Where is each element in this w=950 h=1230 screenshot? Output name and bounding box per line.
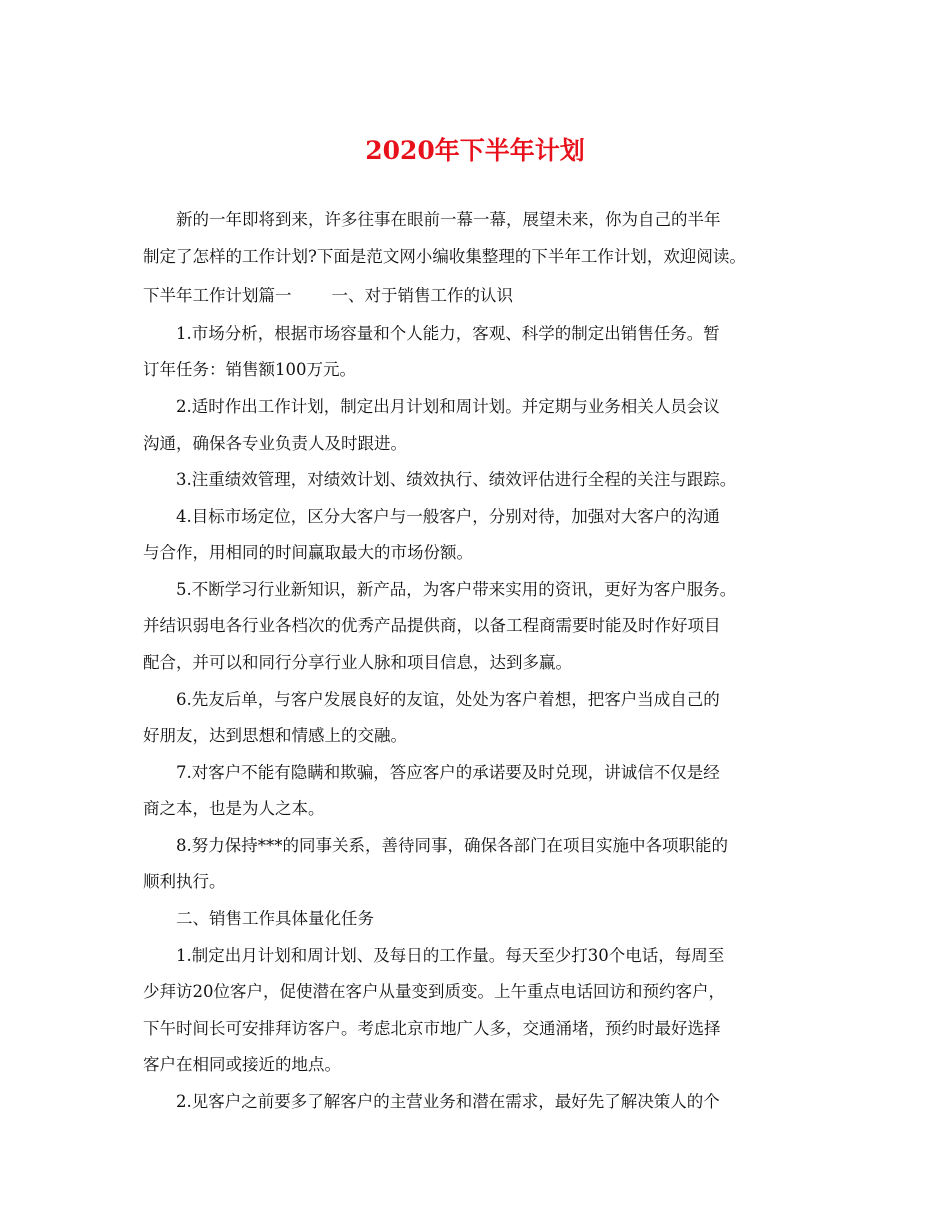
body-line: 3.注重绩效管理，对绩效计划、绩效执行、绩效评估进行全程的关注与跟踪。 (176, 470, 737, 489)
body-line: 商之本，也是为人之本。 (143, 799, 325, 818)
body-line: 制定了怎样的工作计划?下面是范文网小编收集整理的下半年工作计划，欢迎阅读。 (143, 247, 746, 266)
body-line: 好朋友，达到思想和情感上的交融。 (143, 726, 407, 745)
body-line: 1.市场分析，根据市场容量和个人能力，客观、科学的制定出销售任务。暂 (176, 324, 720, 343)
body-line: 下午时间长可安排拜访客户。考虑北京市地广人多，交通涌堵，预约时最好选择 (143, 1019, 721, 1038)
body-line: 5.不断学习行业新知识，新产品，为客户带来实用的资讯，更好为客户服务。 (176, 580, 737, 599)
body-line: 并结识弱电各行业各档次的优秀产品提供商，以备工程商需要时能及时作好项目 (143, 616, 721, 635)
body-line: 配合，并可以和同行分享行业人脉和项目信息，达到多赢。 (143, 653, 572, 672)
section-heading: 一、对于销售工作的认识 (331, 286, 513, 305)
body-line: 2.适时作出工作计划，制定出月计划和周计划。并定期与业务相关人员会议 (176, 397, 720, 416)
body-line: 沟通，确保各专业负责人及时跟进。 (143, 434, 407, 453)
body-line: 客户在相同或接近的地点。 (143, 1055, 341, 1074)
body-line: 7.对客户不能有隐瞒和欺骗，答应客户的承诺要及时兑现，讲诚信不仅是经 (176, 763, 720, 782)
body-line: 4.目标市场定位，区分大客户与一般客户，分别对待，加强对大客户的沟通 (176, 507, 720, 526)
body-line: 8.努力保持***的同事关系，善待同事，确保各部门在项目实施中各项职能的 (176, 836, 728, 855)
section-heading: 二、销售工作具体量化任务 (176, 909, 374, 928)
plan-article-label: 下半年工作计划篇一 (143, 286, 292, 305)
body-line: 订年任务：销售额100万元。 (143, 360, 356, 379)
section-heading-line (143, 284, 513, 308)
body-line: 顺利执行。 (143, 872, 226, 891)
body-line: 6.先友后单，与客户发展良好的友谊，处处为客户着想，把客户当成自己的 (176, 690, 720, 709)
body-line: 少拜访20位客户，促使潜在客户从量变到质变。上午重点电话回访和预约客户， (143, 982, 725, 1001)
body-line: 新的一年即将到来，许多往事在眼前一幕一幕，展望未来，你为自己的半年 (176, 210, 721, 229)
body-line: 2.见客户之前要多了解客户的主营业务和潜在需求，最好先了解决策人的个 (176, 1092, 720, 1111)
document-title: 2020年下半年计划 (365, 136, 585, 165)
body-line: 1.制定出月计划和周计划、及每日的工作量。每天至少打30个电话，每周至 (176, 946, 725, 965)
body-line: 与合作，用相同的时间赢取最大的市场份额。 (143, 543, 473, 562)
